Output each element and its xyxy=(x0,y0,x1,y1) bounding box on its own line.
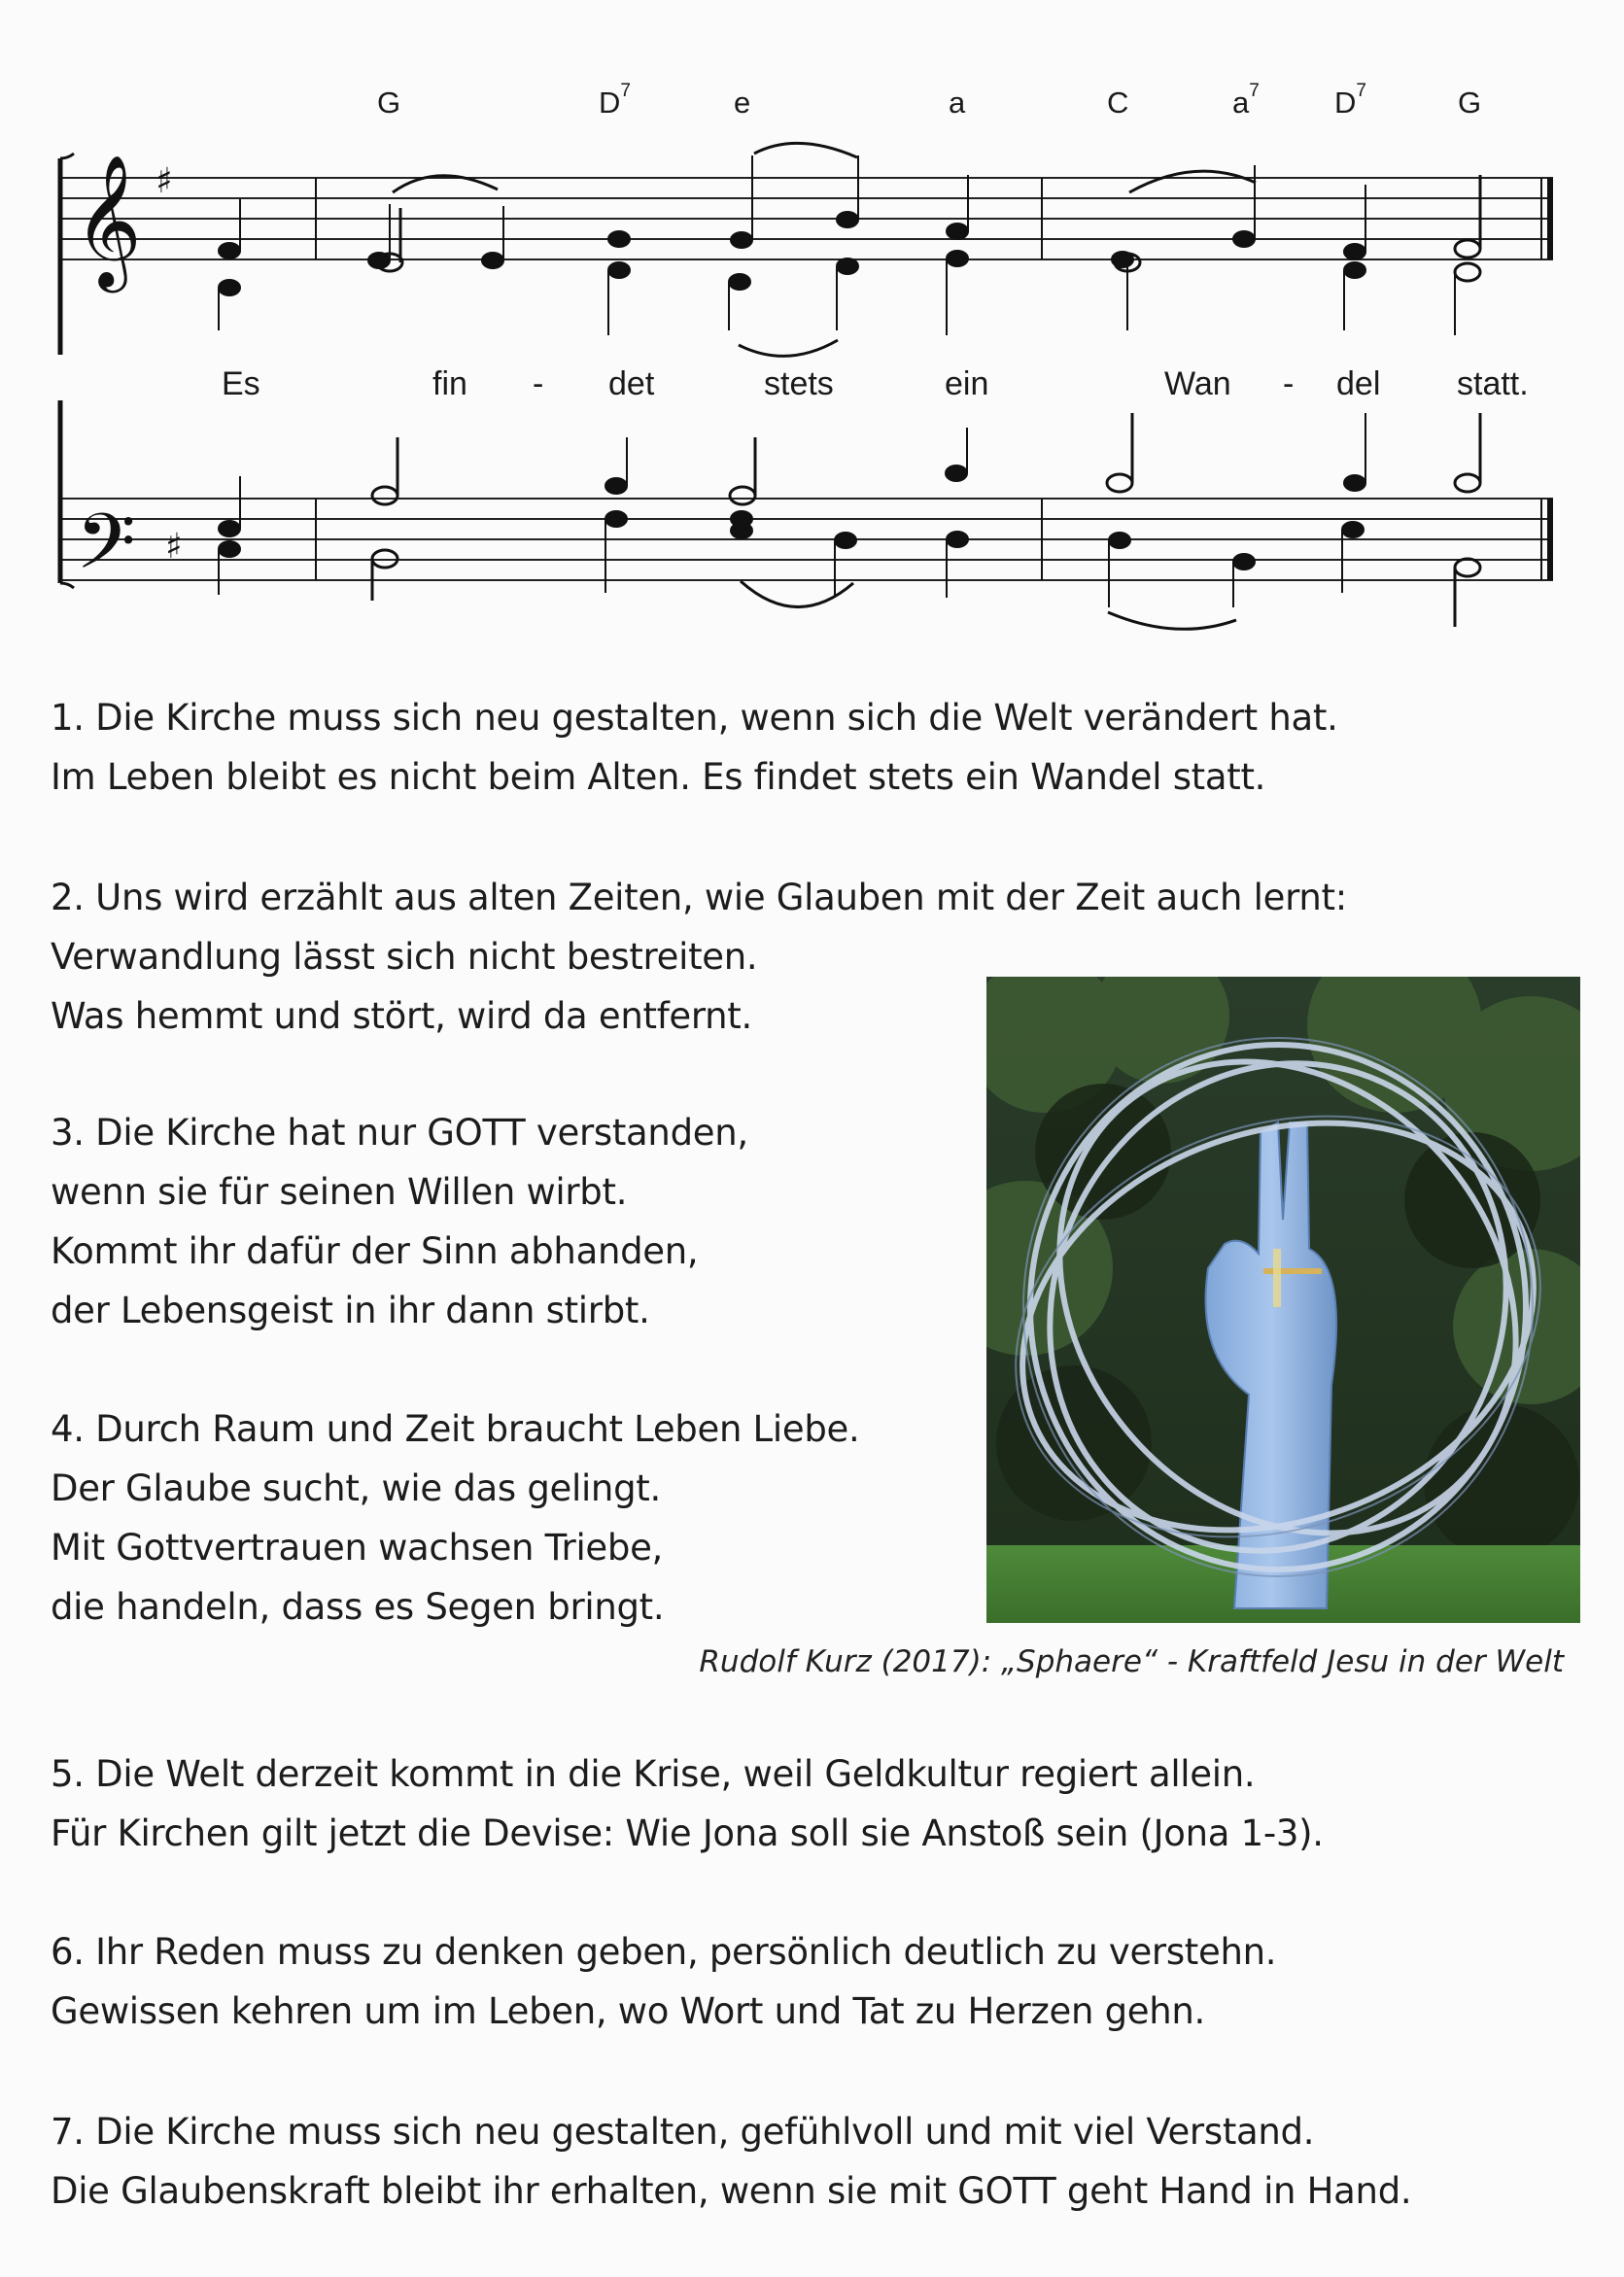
lyric-syllable: ein xyxy=(945,365,989,402)
chord-symbol: e xyxy=(734,86,751,120)
svg-text:♯: ♯ xyxy=(155,161,173,201)
stanza-line: Der Glaube sucht, wie das gelingt. xyxy=(51,1467,661,1509)
chord-symbol: $D^7$ xyxy=(1334,80,1366,120)
lyric-syllable: det xyxy=(608,365,655,402)
stanza-line: Kommt ihr dafür der Sinn abhanden, xyxy=(51,1230,699,1272)
stanza-line: Mit Gottvertrauen wachsen Triebe, xyxy=(51,1527,663,1569)
stanza-4 xyxy=(51,1399,859,1637)
chord-symbol: a xyxy=(949,86,966,120)
stanza-7 xyxy=(51,2102,1411,2221)
sheet-music xyxy=(0,0,1624,641)
svg-text:♯: ♯ xyxy=(165,527,183,567)
lyric-syllable: stets xyxy=(764,365,834,402)
lyric-syllable: Wan xyxy=(1164,365,1231,402)
lyric-syllable: - xyxy=(1283,365,1295,402)
stanza-line: 2. Uns wird erzählt aus alten Zeiten, wie Glauben mit der Zeit auch lernt: xyxy=(51,877,1347,918)
stanza-6 xyxy=(51,1922,1276,2041)
svg-text:𝄢: 𝄢 xyxy=(76,497,136,605)
chord-symbol: G xyxy=(1458,86,1482,120)
stanza-line: die handeln, dass es Segen bringt. xyxy=(51,1586,665,1628)
lyric-syllable: - xyxy=(533,365,544,402)
stanza-line: wenn sie für seinen Willen wirbt. xyxy=(51,1171,628,1213)
lyric-syllable: del xyxy=(1336,365,1381,402)
lyric-syllable: fin xyxy=(432,365,467,402)
stanza-line: 7. Die Kirche muss sich neu gestalten, gefühlvoll und mit viel Verstand. xyxy=(51,2111,1315,2153)
stanza-1 xyxy=(51,688,1338,807)
chord-symbol: $a^7$ xyxy=(1232,80,1260,120)
stanza-line: 4. Durch Raum und Zeit braucht Leben Liebe. xyxy=(51,1408,860,1450)
sculpture-photo xyxy=(986,977,1580,1623)
stanza-line: Im Leben bleibt es nicht beim Alten. Es findet stets ein Wandel statt. xyxy=(51,756,1266,798)
chord-symbol: C xyxy=(1107,86,1129,120)
stanza-line: Die Glaubenskraft bleibt ihr erhalten, wenn sie mit GOTT geht Hand in Hand. xyxy=(51,2170,1412,2212)
chord-symbol: $D^7$ xyxy=(599,80,631,120)
photo-caption: Rudolf Kurz (2017): „Sphaere“ - Kraftfeld Jesu in der Welt xyxy=(699,1644,1564,1679)
stanza-line: 3. Die Kirche hat nur GOTT verstanden, xyxy=(51,1112,748,1154)
lyric-syllable: Es xyxy=(222,365,260,402)
stanza-line: Gewissen kehren um im Leben, wo Wort und Tat zu Herzen gehn. xyxy=(51,1990,1205,2032)
stanza-line: Für Kirchen gilt jetzt die Devise: Wie Jona soll sie Anstoß sein (Jona 1-3). xyxy=(51,1812,1324,1854)
stanza-line: der Lebensgeist in ihr dann stirbt. xyxy=(51,1290,650,1331)
stanza-line: Verwandlung lässt sich nicht bestreiten. xyxy=(51,936,758,978)
stanza-3 xyxy=(51,1103,748,1340)
stanza-line: 6. Ihr Reden muss zu denken geben, persönlich deutlich zu verstehn. xyxy=(51,1931,1277,1973)
svg-text:𝄞: 𝄞 xyxy=(74,153,142,287)
stanza-line: 1. Die Kirche muss sich neu gestalten, wenn sich die Welt verändert hat. xyxy=(51,697,1338,739)
chord-symbol: G xyxy=(377,86,401,120)
stanza-line: 5. Die Welt derzeit kommt in die Krise, weil Geldkultur regiert allein. xyxy=(51,1753,1256,1795)
stanza-5 xyxy=(51,1744,1324,1863)
lyric-syllable: statt. xyxy=(1457,365,1529,402)
stanza-line: Was hemmt und stört, wird da entfernt. xyxy=(51,995,752,1037)
